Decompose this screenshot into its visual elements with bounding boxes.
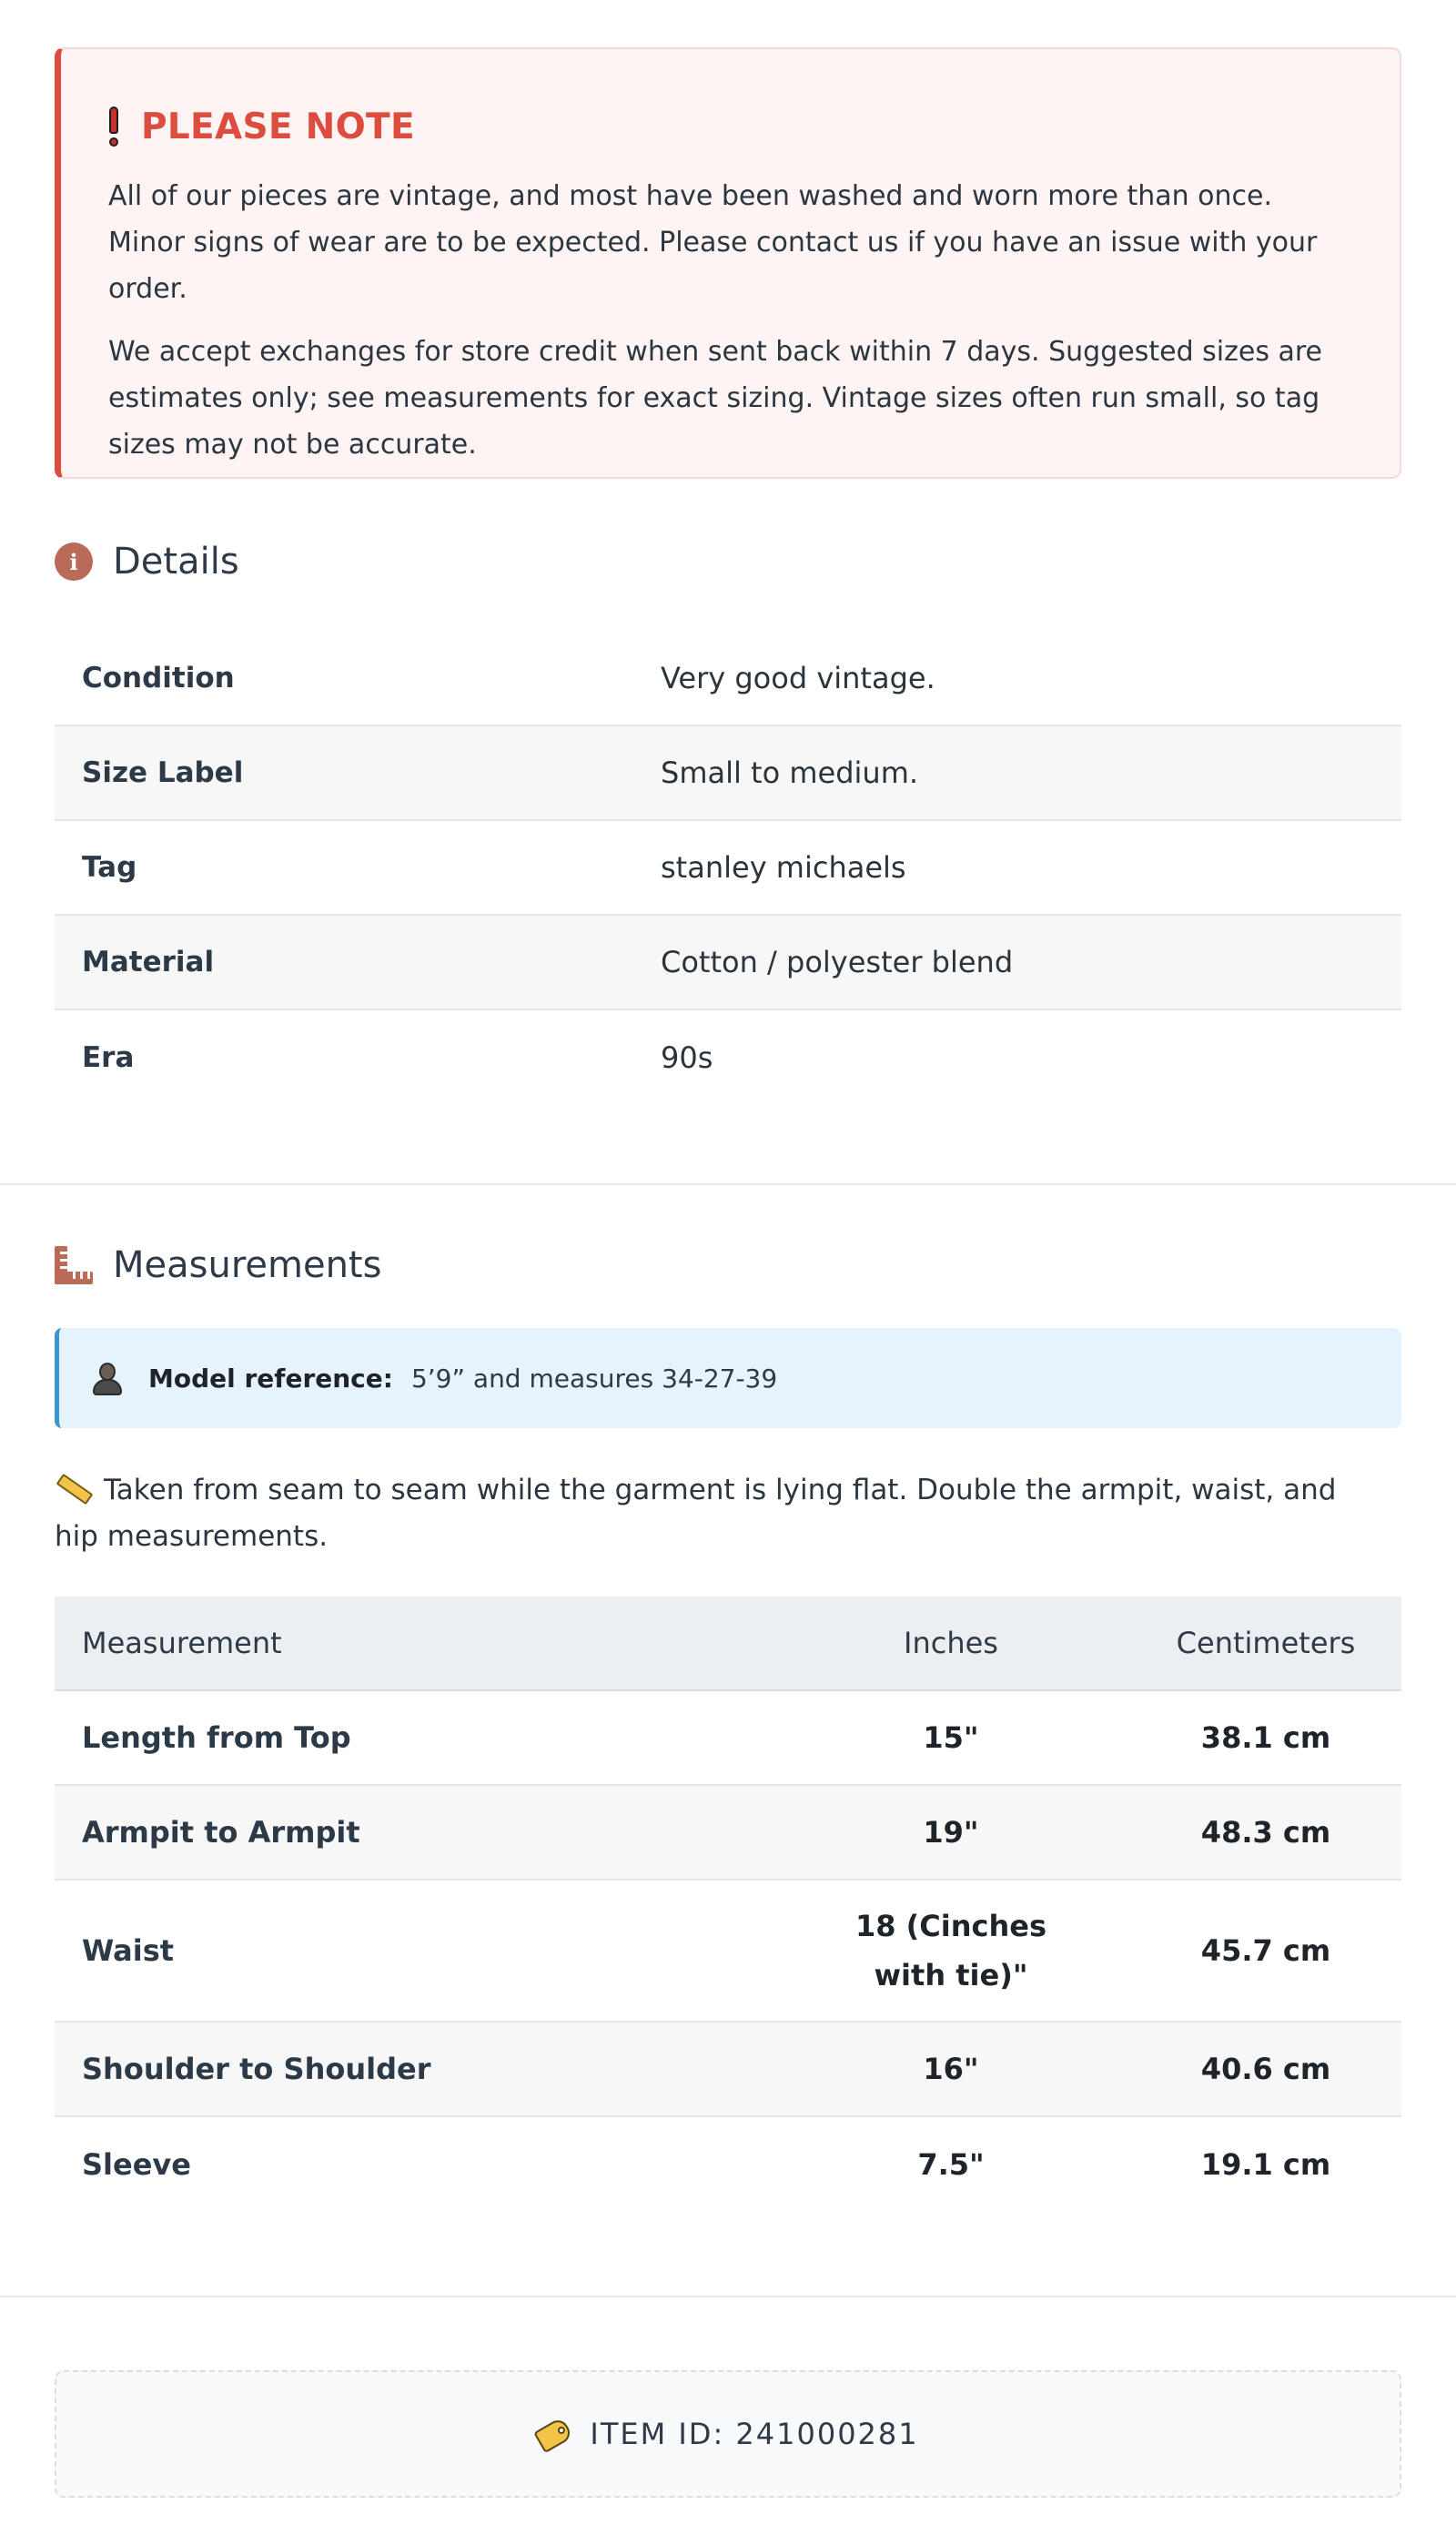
measurement-inches: 18 (Cinches with tie)" [854, 1909, 1047, 1992]
measurement-name: Sleeve [82, 2147, 191, 2182]
measurements-table [55, 1597, 1401, 2212]
column-header-inches: Inches [904, 1626, 998, 1660]
measurement-inches: 19" [923, 1815, 979, 1850]
details-row-tag [55, 821, 1401, 916]
exclamation-icon [108, 106, 119, 147]
measurement-cm: 45.7 cm [1200, 1933, 1331, 1968]
measurements-header [55, 1244, 381, 1286]
measurement-inches: 15" [923, 1720, 979, 1755]
info-icon: i [55, 542, 93, 581]
table-row [55, 1691, 1401, 1786]
details-title: Details [113, 541, 239, 583]
model-reference-value: 5’9” and measures 34-27-39 [410, 1363, 778, 1394]
measurement-name: Armpit to Armpit [82, 1815, 360, 1850]
details-row-size-label [55, 726, 1401, 821]
measurement-inches: 16" [923, 2052, 979, 2086]
measurements-title: Measurements [113, 1244, 382, 1286]
details-row-condition [55, 632, 1401, 726]
details-label: Tag [82, 851, 137, 884]
column-header-centimeters: Centimeters [1176, 1626, 1356, 1660]
details-row-era [55, 1010, 1401, 1105]
item-id: ITEM ID: 241000281 [590, 2417, 919, 2451]
pencil-icon [56, 1473, 94, 1504]
model-reference-label: Model reference: [148, 1363, 393, 1394]
notice-text-vintage: All of our pieces are vintage, and most have been washed and worn more than once. Minor signs of wear are to be expected. Please contact us if you have an issue with your order. [108, 180, 1318, 305]
details-value: Cotton / polyester blend [661, 945, 1014, 979]
notice-title: PLEASE NOTE [141, 106, 415, 147]
ruler-icon [55, 1246, 93, 1284]
details-label: Condition [82, 662, 235, 695]
measurement-name: Waist [82, 1933, 175, 1968]
table-header [55, 1597, 1401, 1691]
measurement-cm: 48.3 cm [1200, 1815, 1331, 1850]
table-row [55, 2023, 1401, 2117]
notice-header [108, 100, 1354, 153]
table-row [55, 1881, 1401, 2023]
item-id-box [55, 2370, 1401, 2498]
details-label: Material [82, 946, 215, 978]
details-label: Size Label [82, 756, 244, 789]
table-row [55, 2117, 1401, 2212]
details-row-material [55, 916, 1401, 1010]
measurement-name: Length from Top [82, 1720, 351, 1755]
measurement-name: Shoulder to Shoulder [82, 2052, 431, 2086]
measurement-cm: 19.1 cm [1200, 2147, 1331, 2182]
details-value: Small to medium. [661, 755, 919, 790]
model-reference [55, 1328, 1401, 1428]
person-icon [92, 1361, 123, 1395]
measurement-inches: 7.5" [917, 2147, 985, 2182]
column-header-measurement: Measurement [82, 1626, 282, 1660]
details-value: 90s [661, 1040, 713, 1075]
measurement-cm: 38.1 cm [1200, 1720, 1331, 1755]
details-label: Era [82, 1041, 135, 1074]
tag-icon [532, 2411, 580, 2456]
notice-box [55, 47, 1401, 479]
notice-text-exchanges: We accept exchanges for store credit when sent back within 7 days. Suggested sizes are estimates only; see measurements for exact sizing. Vintage sizes often run small, so tag sizes may not be accurate. [108, 336, 1323, 461]
details-value: stanley michaels [661, 850, 906, 885]
table-row [55, 1786, 1401, 1881]
measurement-cm: 40.6 cm [1200, 2052, 1331, 2086]
measurement-note-text: Taken from seam to seam while the garment is lying flat. Double the armpit, waist, and hip measurements. [55, 1474, 1337, 1553]
details-table [55, 632, 1401, 1105]
details-value: Very good vintage. [661, 661, 935, 695]
section-divider [0, 1183, 1456, 1185]
section-divider [0, 2296, 1456, 2297]
details-header [55, 541, 239, 583]
measurement-note [55, 1467, 1365, 1560]
